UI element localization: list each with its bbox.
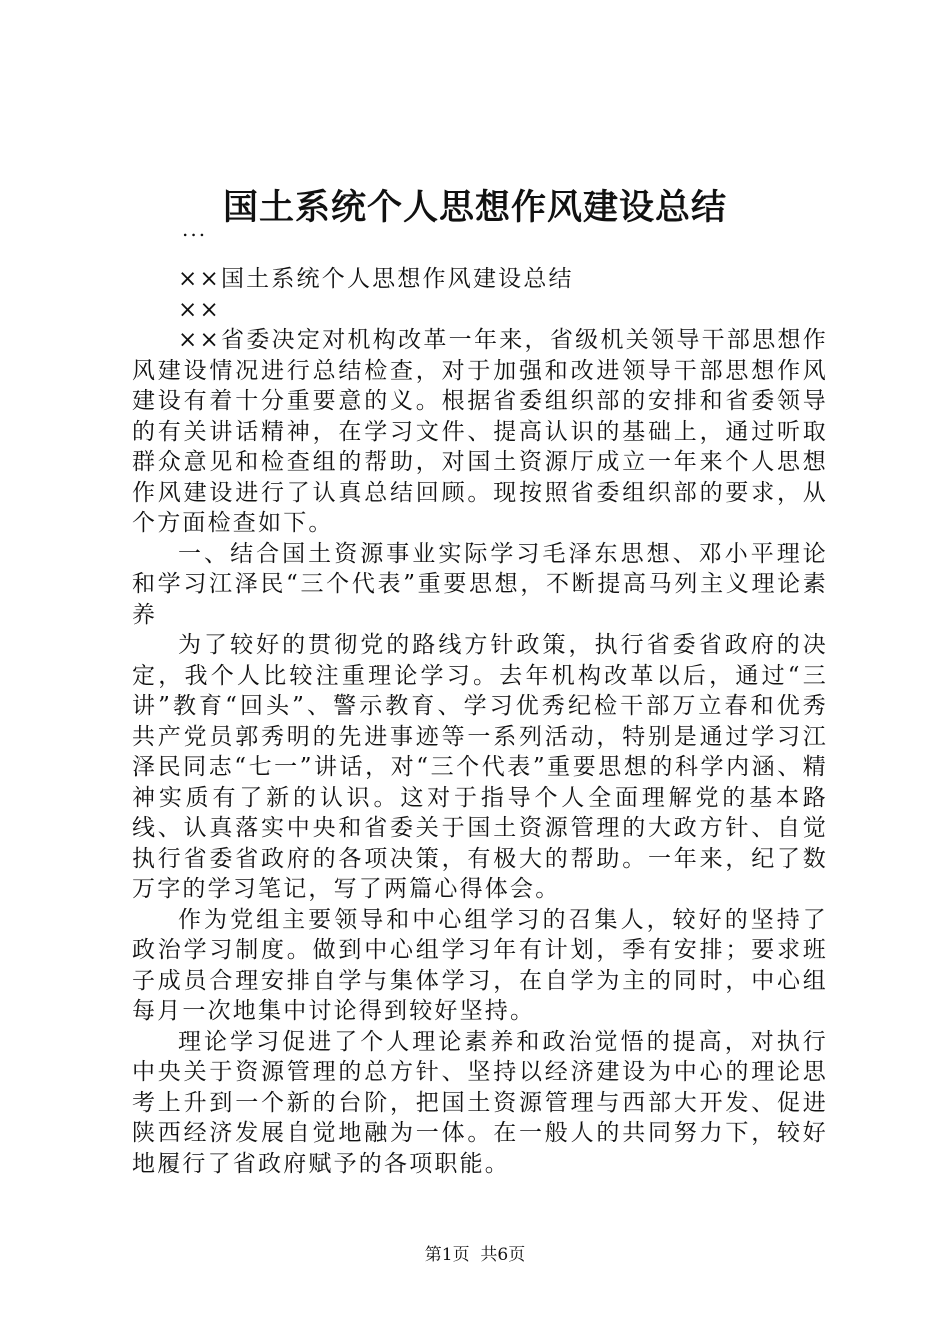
page-total: 共6页 (480, 1245, 526, 1265)
section-heading-1: 一、结合国土资源事业实际学习毛泽东思想、邓小平理论和学习江泽民“三个代表”重要思想，不断提高马列主义理论素养 (132, 540, 828, 628)
ellipsis-mark: ... (182, 217, 208, 241)
document-body (132, 264, 828, 1179)
paragraph-subtitle: ××国土系统个人思想作风建设总结 (178, 266, 574, 292)
document-title: 国土系统个人思想作风建设总结 (222, 187, 727, 228)
paragraph-group-study: 作为党组主要领导和中心组学习的召集人，较好的坚持了政治学习制度。做到中心组学习年有计划，季有安排；要求班子成员合理安排自学与集体学习，在自学为主的同时，中心组每月一次地集中讨论得到较好坚持。 (132, 906, 828, 1024)
page-footer (0, 1243, 950, 1267)
paragraph-study: 为了较好的贯彻党的路线方针政策，执行省委省政府的决定，我个人比较注重理论学习。去年机构改革以后，通过“三讲”教育“回头”、警示教育、学习优秀纪检干部万立春和优秀共产党员郭秀明的先进事迹等一系列活动，特别是通过学习江泽民同志“七一”讲话，对“三个代表”重要思想的科学内涵、精神实质有了新的认识。这对于指导个人全面理解党的基本路线、认真落实中央和省委关于国土资源管理的大政方针、自觉执行省委省政府的各项决策，有极大的帮助。一年来，纪了数万字的学习笔记，写了两篇心得体会。 (132, 632, 828, 902)
paragraph-author: ×× (178, 296, 221, 323)
paragraph-intro: ××省委决定对机构改革一年来，省级机关领导干部思想作风建设情况进行总结检查，对于加强和改进领导干部思想作风建设有着十分重要意的义。根据省委组织部的安排和省委领导的有关讲话精神，在学习文件、提高认识的基础上，通过听取群众意见和检查组的帮助，对国土资源厅成立一年来个人思想作风建设进行了认真总结回顾。现按照省委组织部的要求，从个方面检查如下。 (132, 327, 828, 536)
page-number: 第1页 (424, 1245, 470, 1265)
paragraph-theory-result: 理论学习促进了个人理论素养和政治觉悟的提高，对执行中央关于资源管理的总方针、坚持以经济建设为中心的理论思考上升到一个新的台阶，把国土资源管理与西部大开发、促进陕西经济发展自觉地融为一体。在一般人的共同努力下，较好地履行了省政府赋予的各项职能。 (132, 1028, 828, 1177)
